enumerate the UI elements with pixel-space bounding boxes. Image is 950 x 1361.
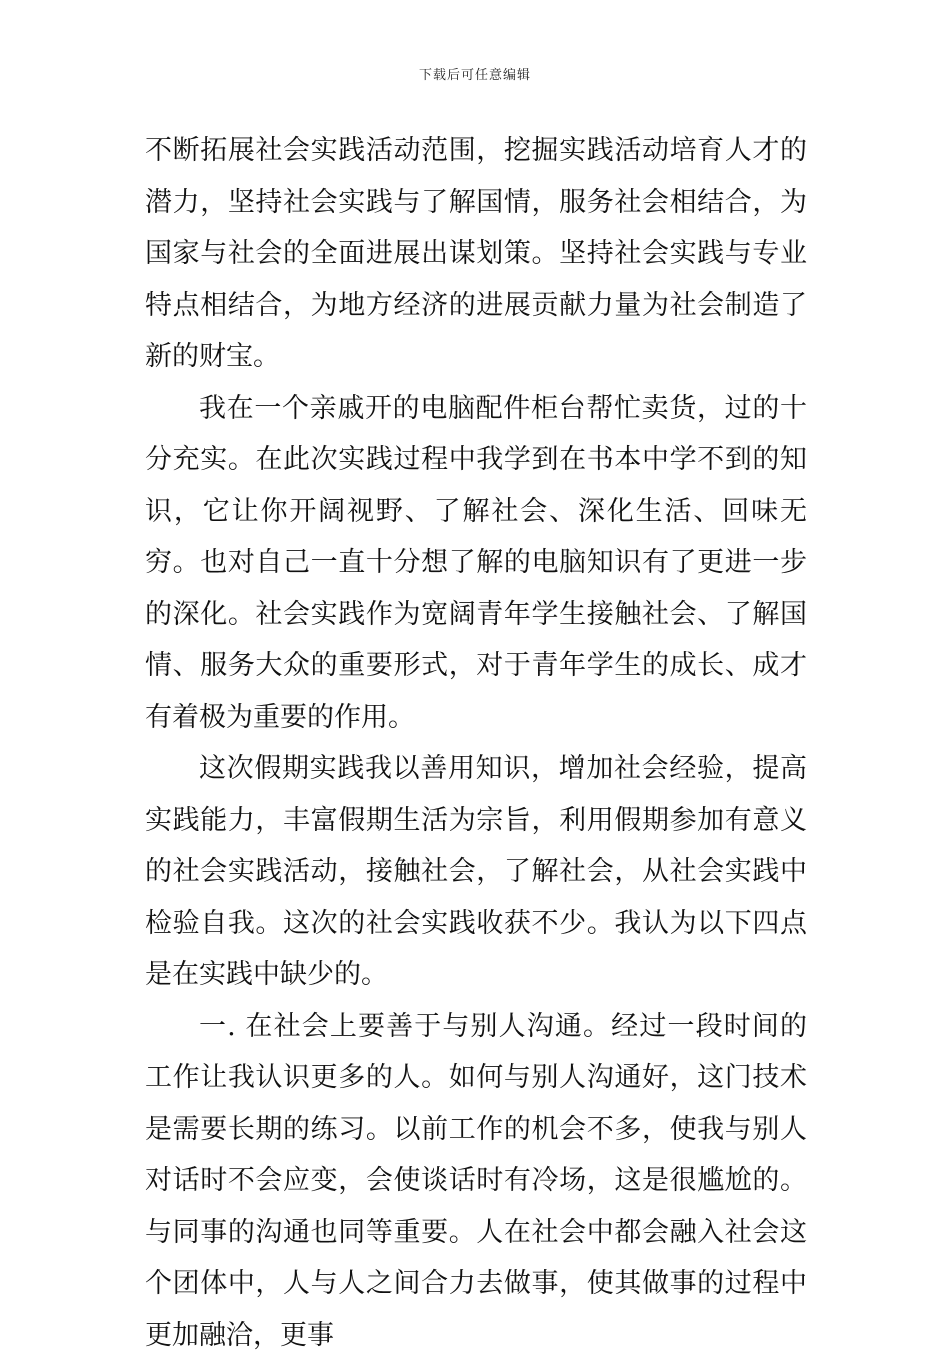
paragraph-continuation: 不断拓展社会实践活动范围，挖掘实践活动培育人才的潜力，坚持社会实践与了解国情，服务社会相结合，为国家与社会的全面进展出谋划策。坚持社会实践与专业特点相结合，为地方经济的进展贡献力量为社会制造了新的财宝。 xyxy=(145,125,807,383)
paragraph: 这次假期实践我以善用知识，增加社会经验，提高实践能力，丰富假期生活为宗旨，利用假期参加有意义的社会实践活动，接触社会，了解社会，从社会实践中检验自我。这次的社会实践收获不少。我认为以下四点是在实践中缺少的。 xyxy=(145,743,807,1001)
paragraph: 我在一个亲戚开的电脑配件柜台帮忙卖货，过的十分充实。在此次实践过程中我学到在书本中学不到的知识，它让你开阔视野、了解社会、深化生活、回味无穷。也对自己一直十分想了解的电脑知识有了更进一步的深化。社会实践作为宽阔青年学生接触社会、了解国情、服务大众的重要形式，对于青年学生的成长、成才有着极为重要的作用。 xyxy=(145,383,807,744)
document-body xyxy=(145,125,807,1361)
paragraph: 一. 在社会上要善于与别人沟通。经过一段时间的工作让我认识更多的人。如何与别人沟通好，这门技术是需要长期的练习。以前工作的机会不多，使我与别人对话时不会应变，会使谈话时有冷场，这是很尴尬的。与同事的沟通也同等重要。人在社会中都会融入社会这个团体中，人与人之间合力去做事，使其做事的过程中更加融洽，更事 xyxy=(145,1001,807,1361)
page-header: 下载后可任意编辑 xyxy=(0,64,950,83)
